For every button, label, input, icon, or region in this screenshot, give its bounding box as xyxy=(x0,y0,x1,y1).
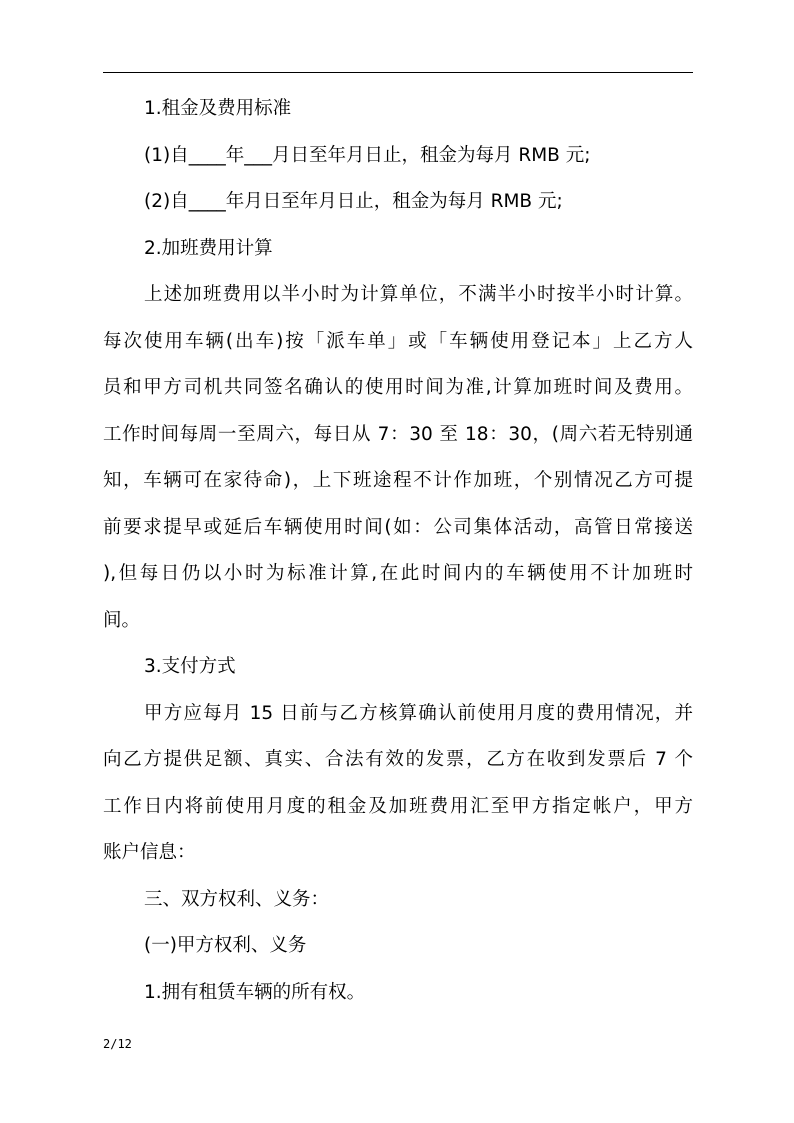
overtime-paragraph-line: 前要求提早或延后车辆使用时间(如：公司集体活动，高管日常接送 xyxy=(103,516,693,538)
payment-paragraph-line: 甲方应每月 15 日前与乙方核算确认前使用月度的费用情况，并 xyxy=(144,702,693,724)
payment-paragraph-line: 账户信息： xyxy=(103,842,196,863)
document-body xyxy=(103,97,693,1027)
rent-item-1: (1)自____年___月日至年月日止，租金为每月 RMB 元; xyxy=(144,144,591,166)
heading-rights-obligations: 三、双方权利、义务： xyxy=(144,888,330,910)
overtime-paragraph-line: 上述加班费用以半小时为计算单位，不满半小时按半小时计算。 xyxy=(144,284,693,305)
payment-paragraph-line: 向乙方提供足额、真实、合法有效的发票，乙方在收到发票后 7 个 xyxy=(103,749,693,770)
overtime-paragraph-line: ),但每日仍以小时为标准计算,在此时间内的车辆使用不计加班时 xyxy=(103,563,693,584)
overtime-paragraph-line: 员和甲方司机共同签名确认的使用时间为准,计算加班时间及费用。 xyxy=(103,377,693,398)
heading-party-a-rights: (一)甲方权利、义务 xyxy=(144,935,307,956)
page-number: 2/12 xyxy=(103,1037,132,1051)
heading-overtime: 2.加班费用计算 xyxy=(144,237,273,259)
overtime-paragraph-line: 工作时间每周一至周六，每日从 7：30 至 18：30，(周六若无特别通 xyxy=(103,423,693,445)
header-rule xyxy=(103,72,693,73)
rent-item-2: (2)自____年月日至年月日止，租金为每月 RMB 元; xyxy=(144,191,563,212)
party-a-rights-item-1: 1.拥有租赁车辆的所有权。 xyxy=(144,981,366,1003)
payment-paragraph-line: 工作日内将前使用月度的租金及加班费用汇至甲方指定帐户，甲方 xyxy=(103,795,693,817)
heading-payment: 3.支付方式 xyxy=(144,656,236,677)
overtime-paragraph-line: 知，车辆可在家待命)，上下班途程不计作加班，个别情况乙方可提 xyxy=(103,470,693,491)
heading-rent-standard: 1.租金及费用标准 xyxy=(144,98,292,119)
overtime-paragraph-line: 间。 xyxy=(103,609,141,631)
overtime-paragraph-line: 每次使用车辆(出车)按「派车单」或「车辆使用登记本」上乙方人 xyxy=(103,330,693,352)
